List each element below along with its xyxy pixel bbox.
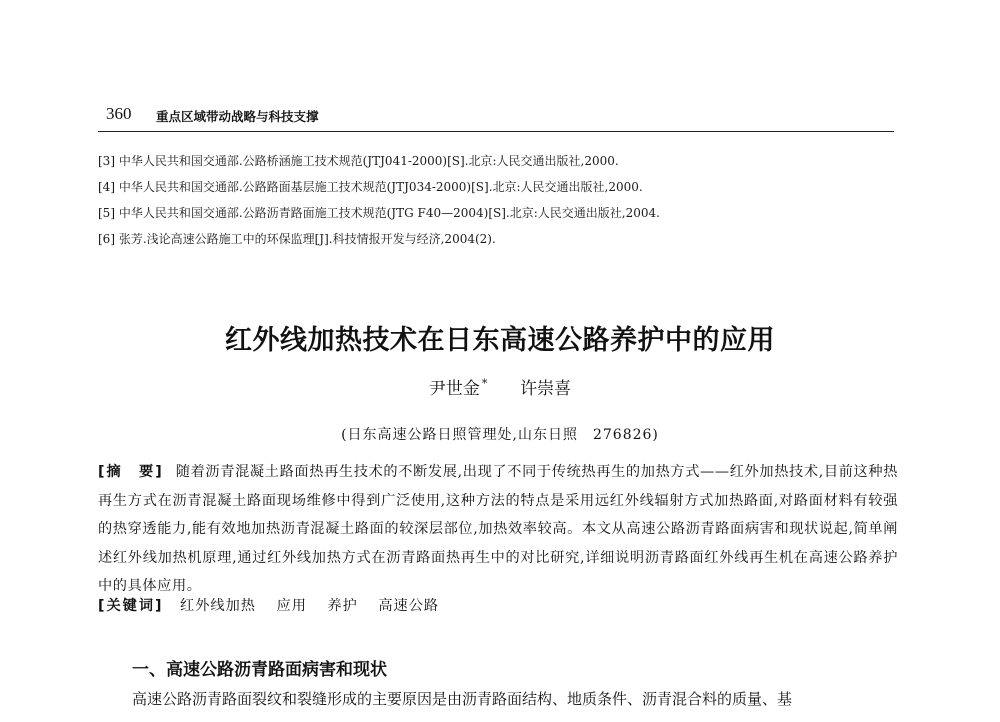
paper-title: 红外线加热技术在日东高速公路养护中的应用 <box>225 325 775 356</box>
section-heading: 一、高速公路沥青路面病害和现状 <box>132 660 387 680</box>
abstract <box>98 458 898 601</box>
reference-item: [5] 中华人民共和国交通部.公路沥青路面施工技术规范(JTG F40—2004)[S].北京:人民交通出版社,2004. <box>98 206 660 220</box>
keyword: 养护 <box>327 598 358 614</box>
author-name: 许崇喜 <box>520 379 572 399</box>
keyword: 高速公路 <box>378 598 440 614</box>
abstract-text: 随着沥青混凝土路面热再生技术的不断发展,出现了不同于传统热再生的加热方式——红外加热技术,目前这种热再生方式在沥青混凝土路面现场维修中得到广泛使用,这种方法的特点是采用远红外线辐射方式加热路面,对路面材料有较强的热穿透能力,能有效地加热沥青混凝土路面的较深层部位,加热效率较高。本文从高速公路沥青路面病害和现状说起,简单阐述红外线加热机原理,通过红外线加热方式在沥青路面热再生中的对比研究,详细说明沥青路面红外线再生机在高速公路养护中的具体应用。 <box>98 464 898 595</box>
keyword: 应用 <box>276 598 307 614</box>
keyword: 红外线加热 <box>180 598 256 614</box>
affiliation: (日东高速公路日照管理处,山东日照 276826) <box>341 427 659 443</box>
page-header <box>98 103 894 132</box>
corresponding-author-mark: * <box>481 377 488 391</box>
reference-item: [3] 中华人民共和国交通部.公路桥涵施工技术规范(JTJ041-2000)[S].北京:人民交通出版社,2000. <box>98 154 619 168</box>
running-title: 重点区域带动战略与科技支撑 <box>156 109 319 124</box>
reference-item: [6] 张芳.浅论高速公路施工中的环保监理[J].科技情报开发与经济,2004(2). <box>98 232 496 246</box>
reference-list <box>98 148 898 252</box>
keywords <box>98 595 898 615</box>
author-line <box>0 374 1000 399</box>
keywords-label: [关键词] <box>98 598 164 614</box>
abstract-label: [摘 要] <box>98 464 164 480</box>
page-number: 360 <box>106 104 132 123</box>
author-name: 尹世金 <box>428 379 480 399</box>
reference-item: [4] 中华人民共和国交通部.公路路面基层施工技术规范(JTJ034-2000)[S].北京:人民交通出版社,2000. <box>98 180 643 194</box>
body-paragraph: 高速公路沥青路面裂纹和裂缝形成的主要原因是由沥青路面结构、地质条件、沥青混合料的质量、基 <box>132 690 793 708</box>
